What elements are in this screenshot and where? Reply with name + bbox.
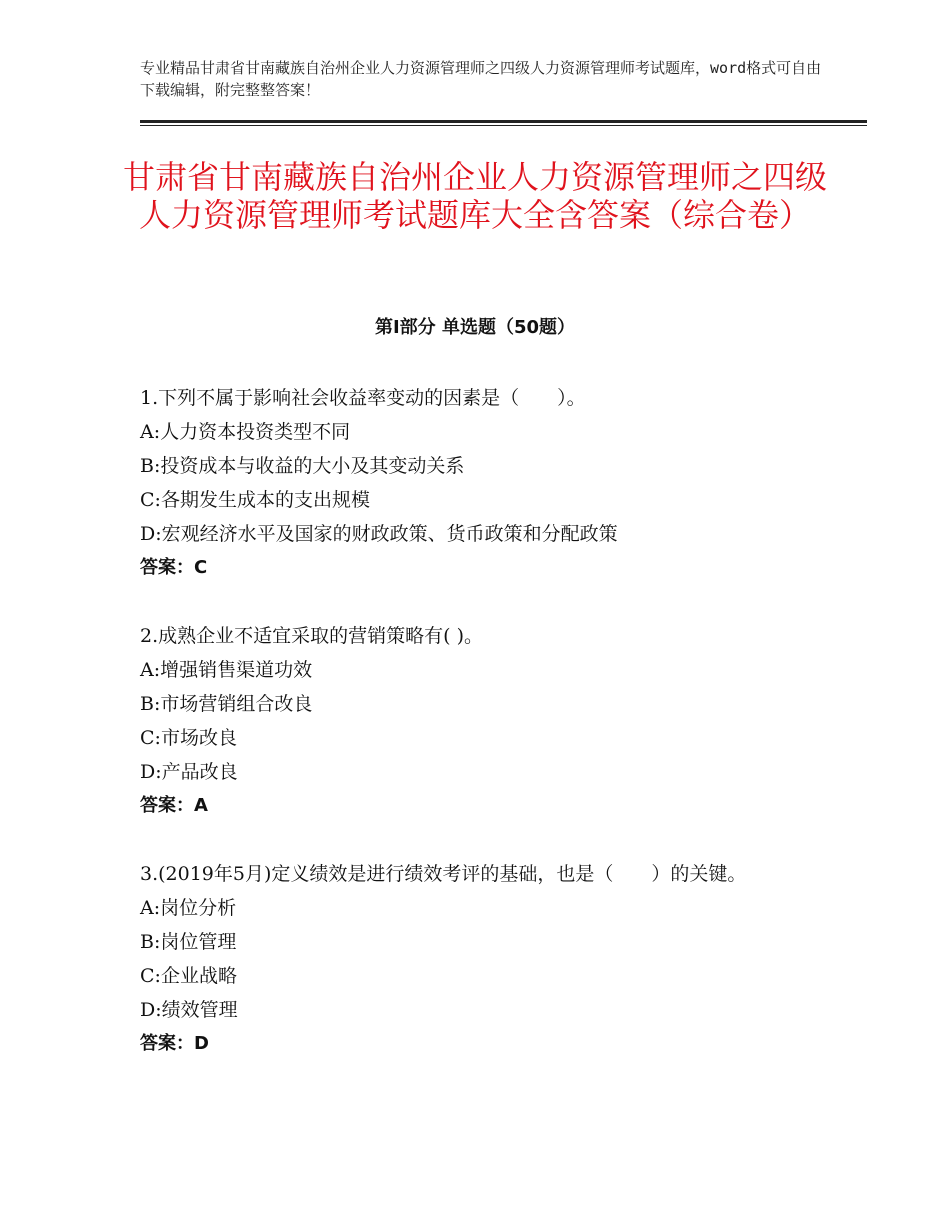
option-a: A:岗位分析 xyxy=(140,897,237,919)
option-d: D:绩效管理 xyxy=(140,999,238,1021)
section-heading: 第Ⅰ部分 单选题（50题） xyxy=(374,317,575,338)
option-b: B:岗位管理 xyxy=(140,931,237,953)
option-c: C:市场改良 xyxy=(140,727,237,749)
header-divider-thin xyxy=(140,125,867,126)
header-note: 专业精品甘肃省甘南藏族自治州企业人力资源管理师之四级人力资源管理师考试题库，word格式可自由下载编辑，附完整整答案！ xyxy=(140,59,822,99)
answer: 答案：C xyxy=(140,557,208,578)
document-title: 甘肃省甘南藏族自治州企业人力资源管理师之四级人力资源管理师考试题库大全含答案（综合卷） xyxy=(122,158,827,234)
question-stem: 1.下列不属于影响社会收益率变动的因素是（ ）。 xyxy=(140,387,586,409)
option-c: C:企业战略 xyxy=(140,965,237,987)
option-b: B:市场营销组合改良 xyxy=(140,693,313,715)
answer: 答案：D xyxy=(140,1033,209,1054)
option-d: D:产品改良 xyxy=(140,761,238,783)
option-a: A:人力资本投资类型不同 xyxy=(140,421,351,443)
option-c: C:各期发生成本的支出规模 xyxy=(140,489,370,511)
answer: 答案：A xyxy=(140,795,208,816)
question-list xyxy=(140,381,820,1095)
question-stem: 3.(2019年5月)定义绩效是进行绩效考评的基础，也是（ ）的关键。 xyxy=(140,863,747,885)
header-divider-thick xyxy=(140,120,867,123)
question-stem: 2.成熟企业不适宜采取的营销策略有( )。 xyxy=(140,625,483,647)
question-3 xyxy=(140,857,820,1061)
option-a: A:增强销售渠道功效 xyxy=(140,659,313,681)
option-b: B:投资成本与收益的大小及其变动关系 xyxy=(140,455,465,477)
option-d: D:宏观经济水平及国家的财政政策、货币政策和分配政策 xyxy=(140,523,618,545)
question-2 xyxy=(140,619,820,823)
question-1 xyxy=(140,381,820,585)
